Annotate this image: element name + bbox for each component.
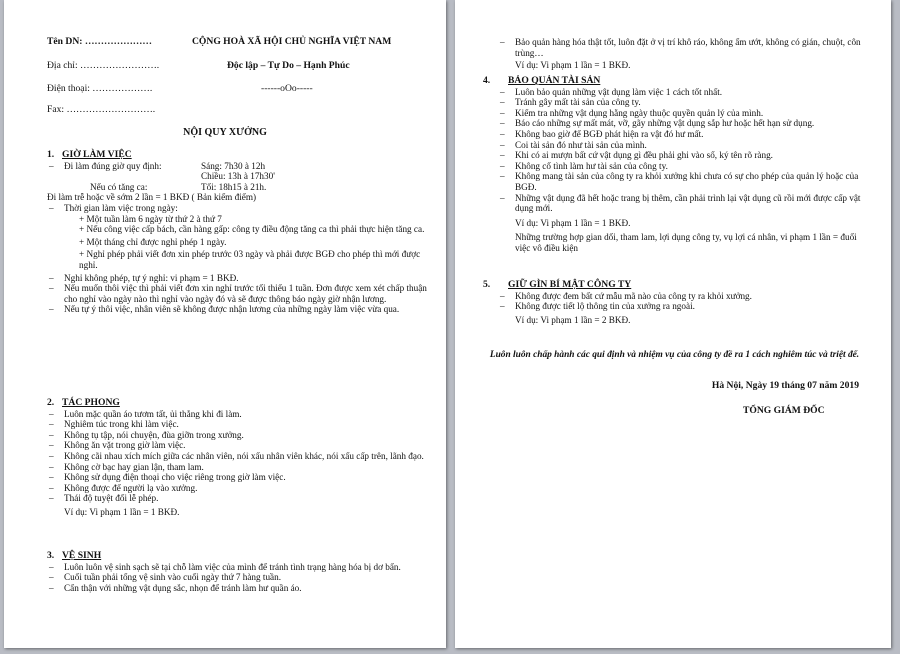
text-span: Thái độ tuyệt đối lễ phép. [64,493,159,504]
text-span: VỆ SINH [62,550,102,561]
company-phone: Điện thoại: ………………. [47,83,153,94]
text-span: TÁC PHONG [62,397,120,408]
text-span: 3. [47,550,55,561]
company-address: Địa chỉ: ……………………. [47,60,160,71]
text-span: 5. [483,279,491,290]
section-heading [47,150,427,161]
national-motto: Độc lập – Tự Do – Hạnh Phúc [227,60,350,71]
text-line: + Nếu công việc cấp bách, cần hàng gấp: công ty điều động tăng ca thì phải thực hiện tăng ca. [79,224,425,235]
text-span: Không được đem bất cứ mẫu mã nào của công ty ra khỏi xưởng. [515,290,752,301]
text-line [49,304,427,315]
text-span: 1. [47,149,55,160]
text-span: GIỮ GÌN BÍ MẬT CÔNG TY [508,279,632,290]
text-span: Thời gian làm việc trong ngày: [64,202,178,213]
text-span: Không sử dụng điện thoại cho việc riêng trong giờ làm việc. [64,472,286,483]
signatory-title: TỔNG GIÁM ĐỐC [743,405,825,416]
text-line: Ví dụ: Vi phạm 1 lần = 1 BKĐ. [515,217,631,228]
text-line [500,97,870,108]
text-span: Không mang tài sản của công ty ra khỏi xưởng khi chưa có sự cho phép của quản lý hoặc của BGĐ. [515,171,859,192]
bullet-dash: – [500,171,505,182]
bullet-dash: – [49,419,54,430]
text-span: Nếu có tăng ca: [90,181,148,192]
text-line [49,273,427,284]
text-span: Khi có ai mượn bất cứ vật dụng gì đều phải ghi vào sổ, ký tên rõ ràng. [515,150,773,161]
bullet-dash: – [49,582,54,593]
text-span: Không bao giờ để BGĐ phát hiện ra vật đó hư mất. [515,128,704,139]
text-span: Nghỉ không phép, tự ý nghỉ: vi phạm = 1 BKĐ. [64,272,239,283]
section-heading [47,398,427,409]
text-span: Coi tài sản đó như tài sản của mình. [515,139,647,150]
text-span: Kiểm tra những vật dụng hằng ngày thuộc quyền quản lý của mình. [515,107,764,118]
text-span: Không cờ bạc hay gian lận, tham lam. [64,461,204,472]
bullet-dash: – [49,561,54,572]
text-line [49,462,427,473]
text-line [500,193,870,214]
text-span: Không ăn vặt trong giờ làm việc. [64,440,186,451]
text-span: Luôn mặc quần áo tươm tất, ủi thẳng khi đi làm. [64,408,242,419]
text-line [49,283,427,304]
text-line [49,203,427,214]
bullet-dash: – [49,272,54,283]
bullet-dash: – [500,37,505,47]
header-divider: ------oOo----- [261,83,313,94]
text-line [500,87,870,98]
text-line [47,171,427,182]
bullet-dash: – [500,301,505,312]
bullet-dash: – [500,86,505,97]
section-hygiene [47,551,427,593]
text-line [49,161,427,172]
text-span: 2. [47,397,55,408]
text-line [500,171,870,192]
bullet-dash: – [49,408,54,419]
text-span: Sáng: 7h30 à 12h [201,160,266,171]
text-span: Tránh gây mất tài sản của công ty. [515,97,641,108]
text-span: Báo cáo những sự mất mát, vỡ, gãy những vật dụng sắp hư hoặc hết hạn sử dụng. [515,118,815,129]
bullet-dash: – [49,160,54,171]
bullet-dash: – [49,482,54,493]
bullet-dash: – [49,572,54,583]
text-line [500,108,870,119]
text-line [49,572,427,583]
text-span: Cuối tuần phải tổng vệ sinh vào cuối ngày thứ 7 hàng tuần. [64,572,282,583]
bullet-dash: – [500,160,505,171]
section-heading [483,76,870,87]
text-span: 4. [483,75,491,86]
text-span: Đi làm đúng giờ quy định: [64,160,162,171]
text-span: Không được để người lạ vào xưởng. [64,482,198,493]
text-line [500,150,870,161]
bullet-dash: – [500,107,505,118]
bullet-dash: – [49,202,54,213]
closing-statement: Luôn luôn chấp hành các qui định và nhiệm vụ của công ty đề ra 1 cách nghiêm túc và triệt để. [489,350,860,360]
bullet-dash: – [500,150,505,161]
text-line [500,140,870,151]
bullet-dash: – [500,118,505,129]
text-line [47,182,427,193]
section-conduct [47,398,427,518]
text-line: + Một tuần làm 6 ngày từ thứ 2 à thứ 7 [79,213,222,224]
document-page-right [455,0,891,648]
bullet-dash: – [49,472,54,483]
bullet-dash: – [49,493,54,504]
text-span: Luôn luôn vệ sinh sạch sẽ tại chỗ làm việc của mình để tránh tình trạng hàng hóa bị dơ bẩn. [64,561,401,572]
text-line: Ví dụ: Vi phạm 1 lần = 1 BKĐ. [515,60,631,71]
text-line [49,419,427,430]
text-span: Nghiêm túc trong khi làm việc. [64,419,179,430]
text-span: Không tụ tập, nói chuyện, đùa giỡn trong xưởng. [64,429,244,440]
text-line: Ví dụ: Vi phạm 1 lần = 2 BKĐ. [515,314,631,325]
bullet-dash: – [500,290,505,301]
text-line [49,472,427,483]
company-fax: Fax: ………………………. [47,104,156,115]
text-line [49,409,427,420]
text-span: Cẩn thận với những vật dụng sắc, nhọn để tránh làm hư quần áo. [64,582,302,593]
bullet-dash: – [500,139,505,150]
text-line [500,37,870,58]
text-line [500,291,870,302]
company-name: Tên DN: ………………… [47,36,152,47]
text-span: Luôn bảo quản những vật dụng làm việc 1 cách tốt nhất. [515,86,723,97]
text-span: Tối: 18h15 à 21h. [201,181,267,192]
text-line: + Nghỉ phép phải viết đơn xin phép trước 03 ngày và phải được BGĐ cho phép thì mới được nghỉ. [79,249,421,270]
text-span: Không cãi nhau xích mích giữa các nhân viên, nói xấu nhân viên khác, nói xấu cấp trên, lãnh đạo. [64,450,424,461]
text-line: Những trường hợp gian dối, tham lam, lợi dụng công ty, vụ lợi cá nhân, vi phạm 1 lần = đuổi việc vô điều kiện [515,232,857,253]
text-span: Những vật dụng đã hết hoặc trang bị thêm, cần phải trình lại vật dụng cũ rồi mới được cấp vật dụng mới. [515,192,861,214]
bullet-dash: – [49,461,54,472]
section-heading [483,280,870,291]
section-heading [47,551,427,562]
section-hygiene-continued [500,37,870,71]
text-line [49,430,427,441]
text-line [500,301,870,312]
text-line [49,451,427,462]
text-line [49,493,427,504]
bullet-dash: – [49,450,54,461]
text-line: Ví dụ: Vi phạm 1 lần = 1 BKĐ. [64,506,180,517]
text-span: Nếu tự ý thôi việc, nhân viên sẽ không được nhận lương của những ngày làm việc vừa qua. [64,304,400,315]
text-span: BẢO QUẢN TÀI SẢN [508,75,601,86]
bullet-dash: – [500,97,505,108]
text-line: + Một tháng chỉ được nghỉ phép 1 ngày. [79,236,227,247]
text-line [500,129,870,140]
bullet-dash: – [49,440,54,451]
text-line [500,161,870,172]
document-title: NỘI QUY XƯỞNG [183,127,267,138]
section-asset-care [483,76,870,254]
text-line [49,583,427,594]
text-line [500,118,870,129]
text-span: Không cố tình làm hư tài sản của công ty. [515,160,668,171]
text-span: Chiều: 13h à 17h30' [201,171,275,182]
text-span: Bảo quản hàng hóa thật tốt, luôn đặt ở vị trí khô ráo, không ẩm ướt, không có gián, chuột, côn trùng… [515,37,861,58]
section-confidentiality [483,280,870,325]
bullet-dash: – [500,128,505,139]
signing-date: Hà Nội, Ngày 19 tháng 07 năm 2019 [711,380,859,391]
text-line [49,483,427,494]
bullet-dash: – [500,192,505,203]
section-working-hours [47,150,427,315]
text-line [49,440,427,451]
national-title: CỘNG HOÀ XÃ HỘI CHỦ NGHĨA VIỆT NAM [192,36,392,47]
text-span: Không được tiết lộ thông tin của xưởng ra ngoài. [515,301,695,312]
text-span: Nếu muốn thôi việc thì phải viết đơn xin nghỉ trước tối thiểu 1 tuần. Đơn được xem xét chấp thuận cho nghỉ vào ngày nào thì nghỉ vào ngày đó và sẽ được thông báo ngày giờ nhận lương. [64,283,427,304]
bullet-dash: – [49,429,54,440]
bullet-dash: – [49,304,54,315]
text-span: GIỜ LÀM VIỆC [62,149,132,160]
text-line: Đi làm trễ hoặc về sớm 2 lần = 1 BKĐ ( Bản kiểm điểm) [47,192,257,203]
text-line [49,562,427,573]
document-page-left [4,0,446,648]
bullet-dash: – [49,283,54,294]
